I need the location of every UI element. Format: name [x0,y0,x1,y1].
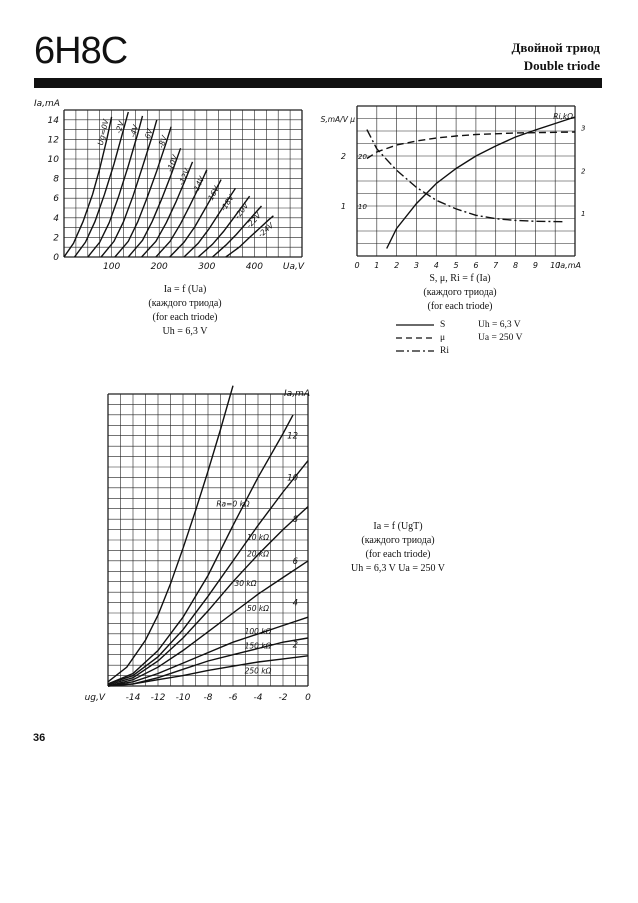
x-tick-label: -2 [278,693,288,703]
header-rule [34,78,602,88]
series-label: -6V [142,127,155,143]
y-tick-label: 2 [53,233,59,244]
y-tick-label: 12 [47,135,59,146]
series-label: -24V [256,220,276,240]
chart3-caption [328,520,468,576]
chart1-caption-heater: Uh = 6,3 V [162,326,208,337]
y-tick-label: 8 [53,174,59,185]
load-label: Ra=0 kΩ [216,499,250,509]
page-number: 36 [33,732,46,744]
x-tick-label: 3 [413,261,420,270]
legend-line-samples [396,318,436,358]
series-line [367,132,575,159]
chart2-caption-formula: S, μ, Ri = f (Ia) [429,273,491,284]
x-tick-label: 6 [473,261,479,270]
y-tick-label-ri: 3 [581,124,586,133]
x-tick-label: -14 [125,693,141,703]
x-tick-label: 0 [354,261,360,270]
y2-axis-label: Ri,kΩ [553,112,573,121]
series-label: -18V [218,193,236,213]
tube-description-ru: Двойной триод [511,40,600,55]
x-tick-label: 4 [433,261,439,270]
x-tick-label: 7 [493,261,499,270]
parameters-chart [320,104,605,274]
x-axis-label: Ua,V [282,262,304,272]
y-axis-label: S,mA/V μ [320,115,355,124]
chart2-caption-en: (for each triode) [427,301,493,312]
y-tick-label-mu: 20 [358,153,367,161]
x-tick-label: 200 [150,262,168,272]
series-label: -8V [156,134,169,150]
x-tick-label: -10 [175,693,191,703]
series-label: -16V [204,184,222,205]
anode-characteristics-chart [32,95,327,280]
tube-description-en: Double triode [523,58,600,73]
y-axis-label: Ia,mA [284,389,310,399]
origin-label: 0 [53,253,59,263]
x-tick-label: 8 [512,261,519,270]
chart2-caption-ru: (каждого триода) [423,287,497,298]
right-tick-label: 4 [292,598,298,609]
load-label: 10 kΩ [246,533,270,542]
y-tick-label-s: 2 [340,152,346,161]
series-label: Ug=0V [95,118,111,147]
legend-anode-voltage: Ua = 250 V [478,333,523,343]
y-tick-label: 14 [47,115,59,126]
y-tick-label-s: 1 [340,202,346,211]
x-tick-label: 10 [550,261,561,270]
chart1-caption [80,283,290,339]
x-tick-label: 1 [374,261,380,270]
chart1-caption-ru: (каждого триода) [148,298,222,309]
series-label: -20V [232,201,251,221]
x-axis-label: Ia,mA [557,261,581,270]
y-tick-label: 10 [47,155,59,165]
right-tick-label: 2 [292,640,298,651]
chart1-caption-formula: Ia = f (Ua) [163,284,207,295]
chart3-caption-en: (for each triode) [365,549,431,560]
series-label: -2V [113,120,126,135]
tube-type-title: 6H8C [34,30,128,72]
load-label: 30 kΩ [234,578,257,588]
load-label: 150 kΩ [244,641,272,651]
x-tick-label: 100 [103,262,121,272]
x-tick-label: -4 [253,693,263,703]
chart3-caption-ru: (каждого триода) [361,535,435,546]
series-label: -10V [165,153,180,174]
chart2-caption [375,272,545,314]
legend-heater-voltage: Uh = 6,3 V [478,320,521,330]
legend-mu-label: μ [440,333,446,343]
x-tick-label: 400 [245,262,263,272]
x-tick-label: -6 [228,693,238,703]
y-tick-label-mu: 10 [358,203,367,211]
x-tick-label: -8 [203,693,213,703]
right-tick-label: 6 [292,556,298,567]
series-label: -22V [244,210,263,230]
right-tick-label: 8 [292,515,298,526]
x-tick-label: 0 [305,693,311,703]
x-tick-label: 300 [198,262,216,272]
load-label: 250 kΩ [244,666,272,676]
transfer-characteristics-chart [78,386,323,716]
right-tick-label: 12 [287,431,298,442]
series-label: -12V [176,167,192,187]
load-label: 50 kΩ [246,603,270,613]
x-axis-label: ug,V [84,693,105,703]
load-label: 20 kΩ [246,549,270,559]
load-label: 100 kΩ [244,626,272,636]
right-tick-label: 10 [287,473,298,484]
x-tick-label: 9 [532,261,538,270]
y-tick-label-ri: 1 [581,210,586,219]
legend-s-label: S [440,320,446,330]
x-tick-label: -12 [150,693,166,703]
series-label: -14V [190,174,207,195]
chart3-caption-formula: Ia = f (UgT) [373,521,423,532]
y-tick-label-ri: 2 [581,167,586,176]
series-line [387,117,575,249]
x-tick-label: 5 [453,261,459,270]
y-axis-label: Ia,mA [34,99,60,109]
series-label: -4V [128,123,141,139]
legend-ri-label: Ri [440,346,449,356]
x-tick-label: 2 [394,261,400,270]
chart3-caption-voltages: Uh = 6,3 V Ua = 250 V [350,563,446,574]
y-tick-label: 4 [53,213,59,224]
chart1-caption-en: (for each triode) [152,312,218,323]
y-tick-label: 6 [53,194,59,205]
